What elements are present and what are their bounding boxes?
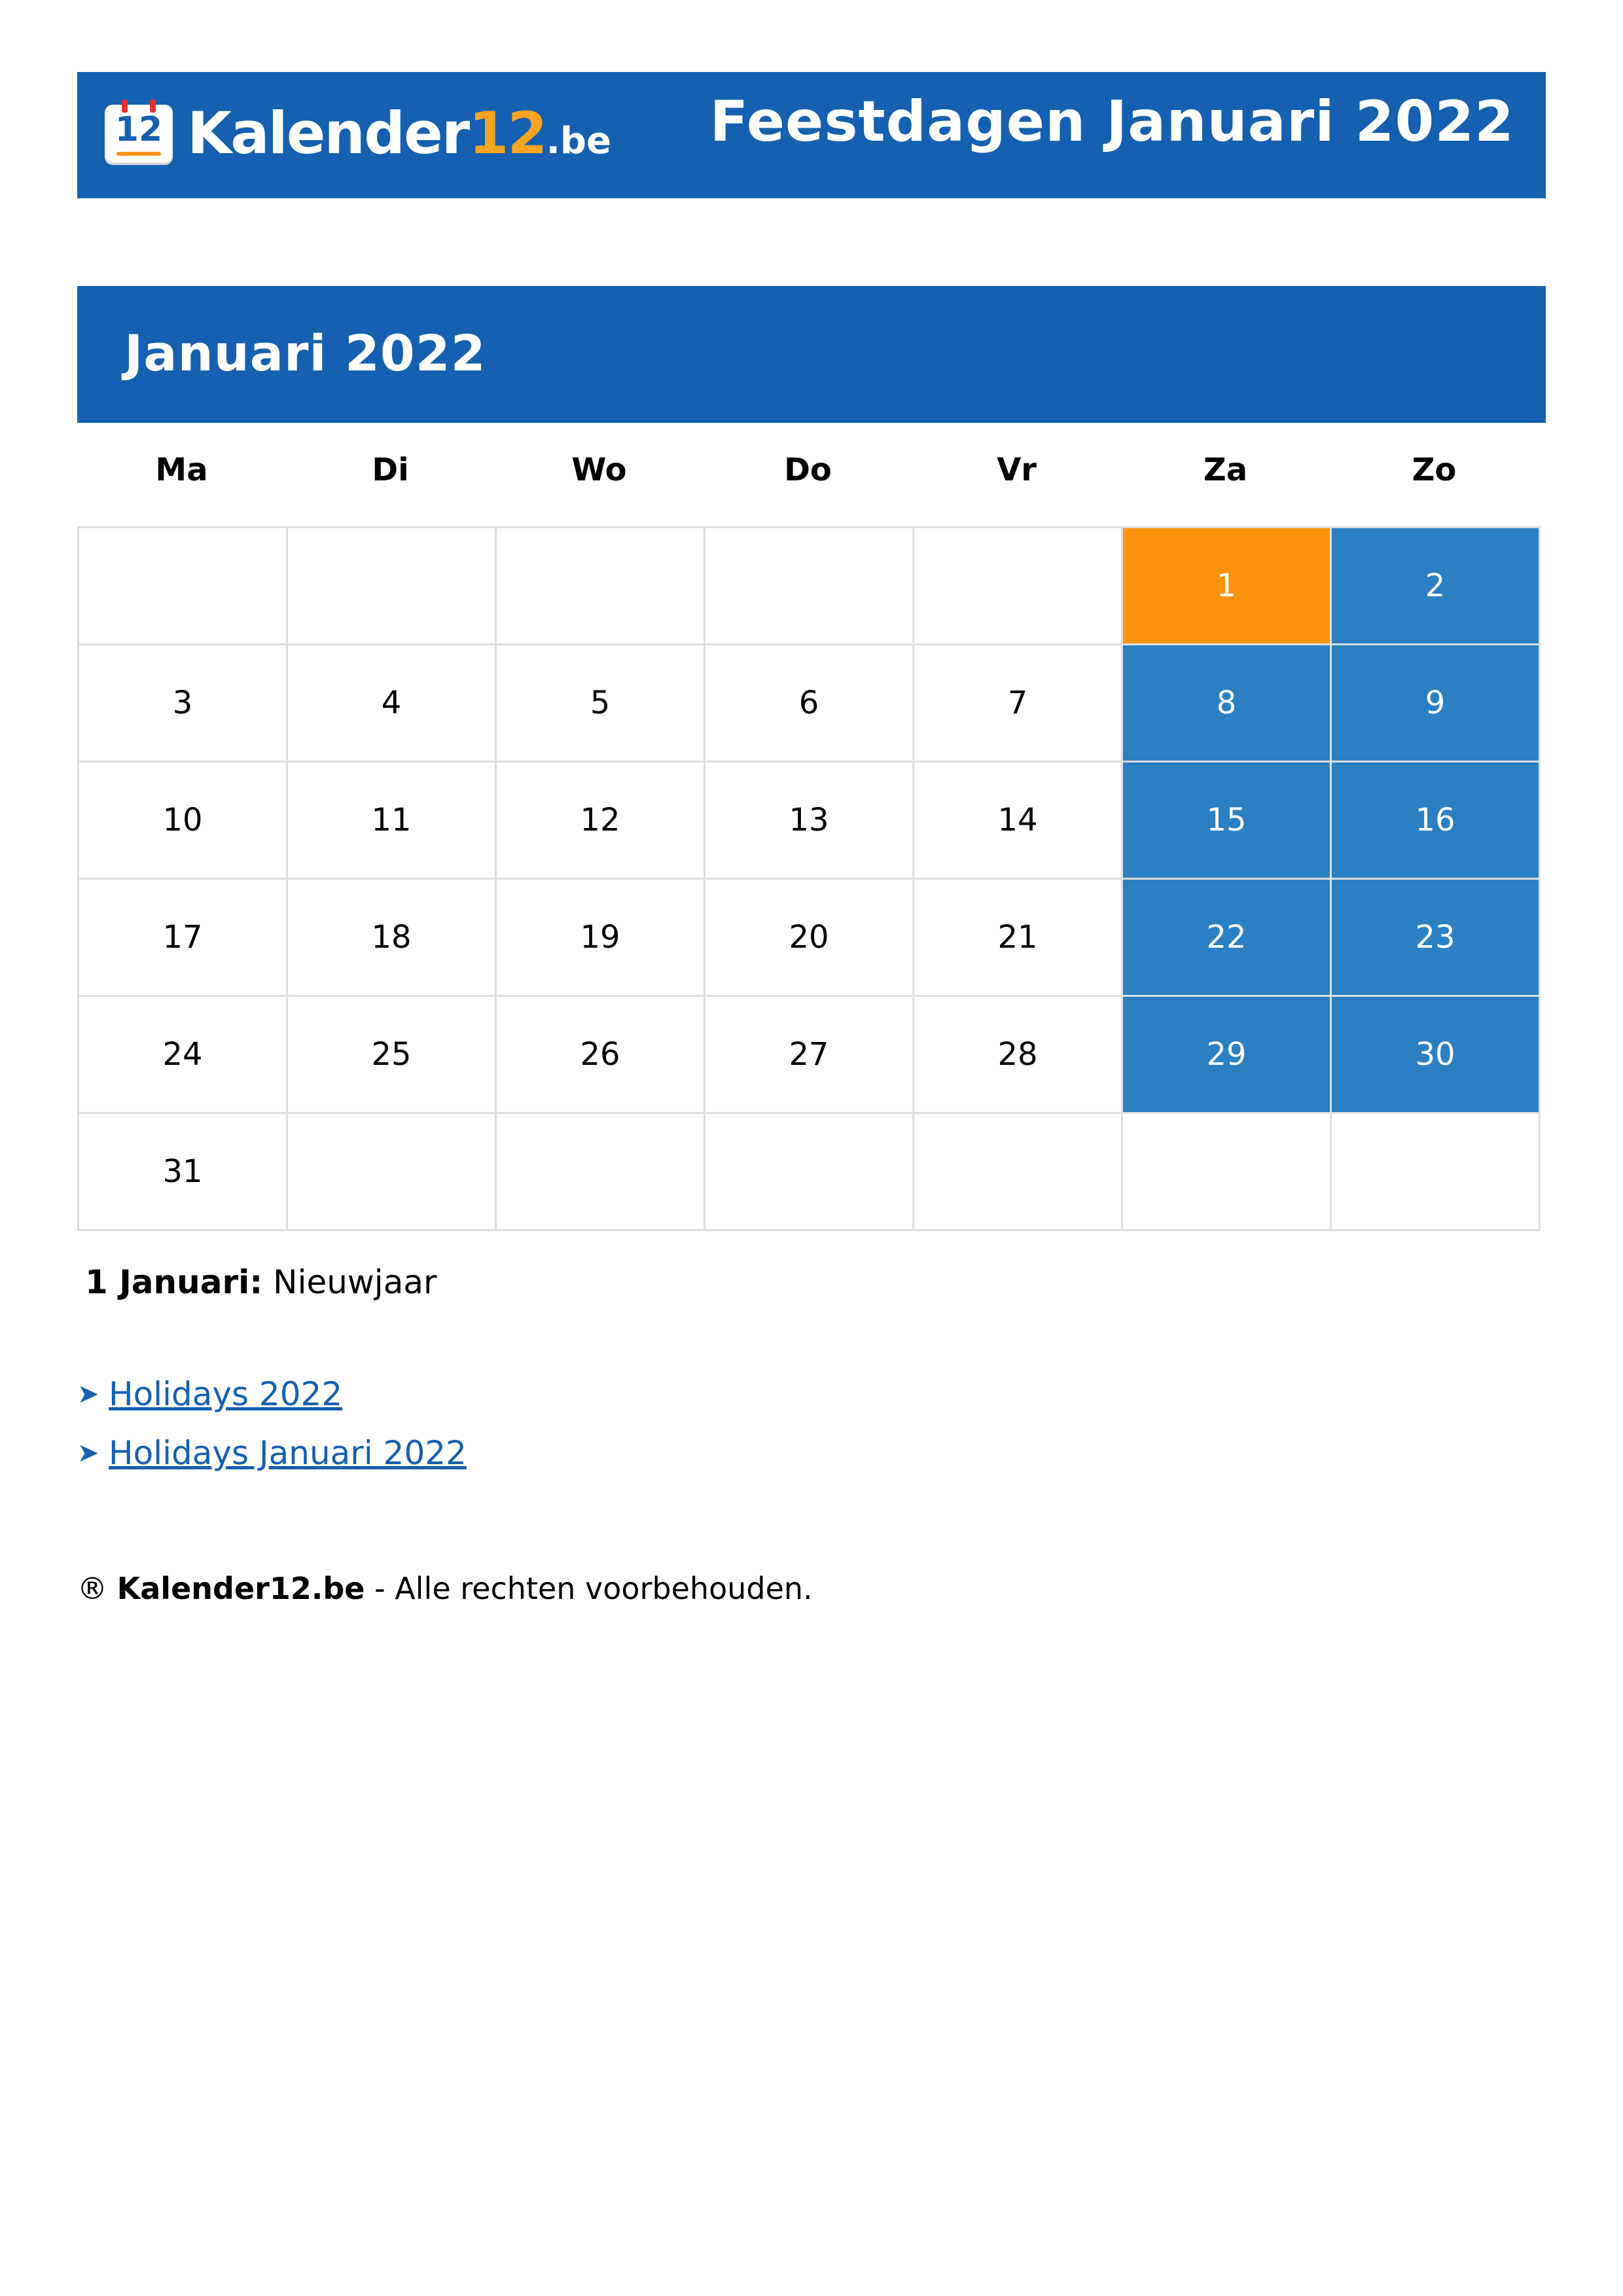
month-header	[77, 286, 1546, 423]
weekday-header-row	[77, 452, 1541, 488]
calendar-week-row	[79, 879, 1540, 996]
weekday-label: Ma	[155, 452, 208, 488]
calendar-day-cell	[1331, 1113, 1540, 1230]
calendar-day-cell: 25	[287, 996, 496, 1113]
link-item	[77, 1365, 467, 1424]
calendar-day-cell: 27	[705, 996, 914, 1113]
logo-icon-bar	[116, 152, 161, 156]
calendar-grid	[77, 526, 1541, 1231]
calendar-day-cell: 26	[496, 996, 705, 1113]
calendar-day-cell-weekend: 29	[1122, 996, 1331, 1113]
logo-text-accent: 12	[469, 99, 546, 167]
logo-wordmark	[187, 99, 611, 167]
site-logo[interactable]	[105, 99, 611, 167]
calendar-day-cell	[1122, 1113, 1331, 1230]
calendar-day-cell-holiday: 1	[1122, 528, 1331, 645]
related-links	[77, 1365, 467, 1482]
calendar-week-row	[79, 762, 1540, 879]
calendar-icon	[105, 105, 173, 162]
link-holidays-januari-2022[interactable]: Holidays Januari 2022	[109, 1434, 467, 1472]
registered-symbol: ®	[77, 1571, 107, 1606]
calendar-day-cell-weekend: 2	[1331, 528, 1540, 645]
weekday-label: Do	[784, 452, 832, 488]
calendar-day-cell: 10	[79, 762, 287, 879]
calendar-day-cell: 5	[496, 645, 705, 762]
calendar-week-row	[79, 996, 1540, 1113]
footer-brand: Kalender12.be	[116, 1571, 365, 1606]
holiday-date: 1 Januari:	[85, 1263, 263, 1301]
link-holidays-2022[interactable]: Holidays 2022	[109, 1375, 343, 1413]
calendar-day-cell-weekend: 15	[1122, 762, 1331, 879]
calendar-day-cell	[914, 1113, 1122, 1230]
calendar-day-cell: 28	[914, 996, 1122, 1113]
calendar-day-cell: 4	[287, 645, 496, 762]
page-title: Feestdagen Januari 2022	[709, 89, 1514, 154]
weekday-label: Za	[1203, 452, 1248, 488]
calendar-day-cell: 18	[287, 879, 496, 996]
calendar-day-cell	[287, 528, 496, 645]
calendar-week-row	[79, 528, 1540, 645]
calendar-day-cell: 24	[79, 996, 287, 1113]
holiday-name: Nieuwjaar	[273, 1263, 437, 1301]
calendar-day-cell: 13	[705, 762, 914, 879]
calendar-day-cell: 14	[914, 762, 1122, 879]
calendar-day-cell-weekend: 23	[1331, 879, 1540, 996]
calendar-day-cell: 3	[79, 645, 287, 762]
calendar-day-cell-weekend: 9	[1331, 645, 1540, 762]
calendar-day-cell: 11	[287, 762, 496, 879]
calendar-day-cell: 12	[496, 762, 705, 879]
calendar-day-cell-weekend: 8	[1122, 645, 1331, 762]
logo-text-main: Kalender	[187, 99, 469, 167]
calendar-week-row	[79, 645, 1540, 762]
month-title: Januari 2022	[124, 324, 486, 382]
calendar-day-cell-weekend: 16	[1331, 762, 1540, 879]
calendar-day-cell-weekend: 30	[1331, 996, 1540, 1113]
logo-icon-number: 12	[115, 110, 163, 149]
arrow-right-icon: ➤	[77, 1438, 99, 1468]
calendar-day-cell: 21	[914, 879, 1122, 996]
footer-copyright	[77, 1571, 813, 1606]
page-header	[77, 72, 1546, 198]
calendar-day-cell: 17	[79, 879, 287, 996]
footer-text: - Alle rechten voorbehouden.	[374, 1571, 813, 1606]
calendar-day-cell	[496, 528, 705, 645]
calendar-day-cell	[705, 1113, 914, 1230]
arrow-right-icon: ➤	[77, 1379, 99, 1409]
calendar-day-cell: 6	[705, 645, 914, 762]
calendar-day-cell: 19	[496, 879, 705, 996]
calendar-day-cell	[79, 528, 287, 645]
calendar-week-row	[79, 1113, 1540, 1230]
calendar-day-cell-weekend: 22	[1122, 879, 1331, 996]
calendar-day-cell: 20	[705, 879, 914, 996]
weekday-label: Vr	[997, 452, 1037, 488]
weekday-label: Wo	[571, 452, 627, 488]
calendar-day-cell: 31	[79, 1113, 287, 1230]
calendar-day-cell	[496, 1113, 705, 1230]
weekday-label: Di	[372, 452, 409, 488]
calendar-day-cell	[914, 528, 1122, 645]
calendar-day-cell: 7	[914, 645, 1122, 762]
logo-text-tld: .be	[546, 120, 611, 162]
calendar-day-cell	[287, 1113, 496, 1230]
weekday-label: Zo	[1412, 452, 1457, 488]
link-item	[77, 1424, 467, 1482]
holiday-entry	[85, 1263, 437, 1301]
calendar-day-cell	[705, 528, 914, 645]
